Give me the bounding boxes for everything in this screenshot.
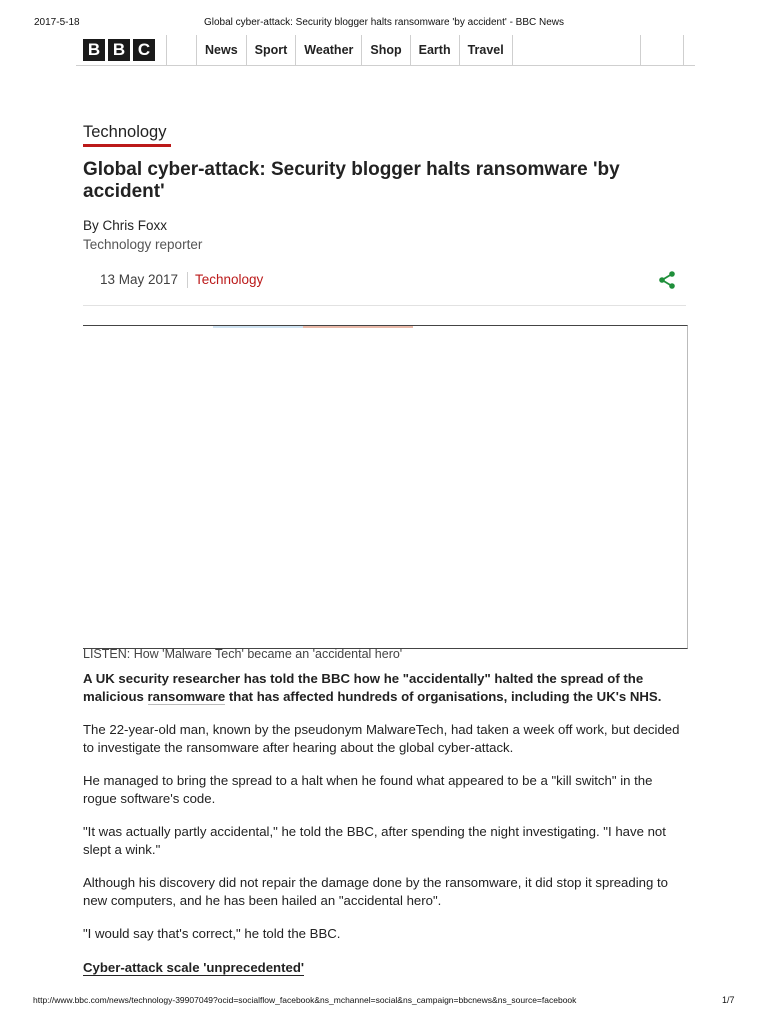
nav-divider-right [640, 35, 641, 65]
top-navigation [76, 35, 695, 66]
share-icon[interactable] [657, 270, 677, 290]
print-url: http://www.bbc.com/news/technology-39907049?ocid=socialflow_facebook&ns_mchannel=social&ns_campaign=bbcnews&ns_source=facebook [33, 995, 577, 1005]
print-header [0, 17, 768, 31]
logo-letter-2: B [108, 39, 130, 61]
section-label[interactable]: Technology [83, 123, 167, 141]
body-paragraph: He managed to bring the spread to a halt when he found what appeared to be a "kill switch" in the rogue software's code. [83, 773, 653, 806]
logo-letter-1: B [83, 39, 105, 61]
article-body [83, 670, 689, 976]
nav-link-news[interactable]: News [196, 35, 247, 65]
nav-divider [166, 35, 167, 65]
lead-paragraph [83, 670, 689, 705]
print-page-number: 1/7 [722, 995, 735, 1005]
byline-role: Technology reporter [83, 237, 203, 252]
section-underline [83, 144, 171, 147]
nav-link-sport[interactable]: Sport [247, 35, 297, 65]
nav-link-shop[interactable]: Shop [362, 35, 410, 65]
logo-letter-3: C [133, 39, 155, 61]
media-edge [213, 326, 303, 328]
media-player[interactable] [83, 325, 688, 649]
body-paragraph: "I would say that's correct," he told the BBC. [83, 926, 341, 941]
nav-link-earth[interactable]: Earth [411, 35, 460, 65]
print-date: 2017-5-18 [34, 17, 80, 28]
ransomware-link[interactable]: ransomware [147, 688, 226, 704]
meta-section-link[interactable]: Technology [195, 272, 264, 287]
body-paragraph: "It was actually partly accidental," he told the BBC, after spending the night investigating. "I have not slept a wink." [83, 824, 666, 857]
meta-divider [187, 272, 188, 288]
lead-text-end: that has affected hundreds of organisations, including the UK's NHS. [225, 688, 662, 704]
print-footer [0, 995, 768, 1009]
article-date: 13 May 2017 [100, 272, 179, 287]
media-caption: LISTEN: How 'Malware Tech' became an 'accidental hero' [83, 647, 403, 661]
body-paragraph: The 22-year-old man, known by the pseudonym MalwareTech, had taken a week off work, but decided to investigate the ransomware after hearing about the global cyber-attack. [83, 722, 680, 755]
article-meta [83, 269, 686, 306]
nav-link-weather[interactable]: Weather [296, 35, 362, 65]
lead-text: A UK security researcher has told the BBC how he "accidentally" halted the spread of the malicious [83, 671, 644, 704]
print-title: Global cyber-attack: Security blogger halts ransomware 'by accident' - BBC News [203, 17, 565, 28]
nav-divider-end [683, 35, 684, 65]
nav-link-travel[interactable]: Travel [460, 35, 513, 65]
byline-author: By Chris Foxx [83, 218, 168, 233]
article-subheading [83, 959, 689, 977]
nav-links [196, 35, 513, 65]
body-paragraph: Although his discovery did not repair the damage done by the ransomware, it did stop it spreading to new computers, and he has been hailed an "accidental hero". [83, 875, 668, 908]
bbc-logo[interactable] [83, 39, 155, 61]
media-edge [303, 326, 413, 328]
subheading-text: Cyber-attack scale 'unprecedented' [83, 959, 305, 975]
article-headline: Global cyber-attack: Security blogger halts ransomware 'by accident' [83, 159, 620, 202]
